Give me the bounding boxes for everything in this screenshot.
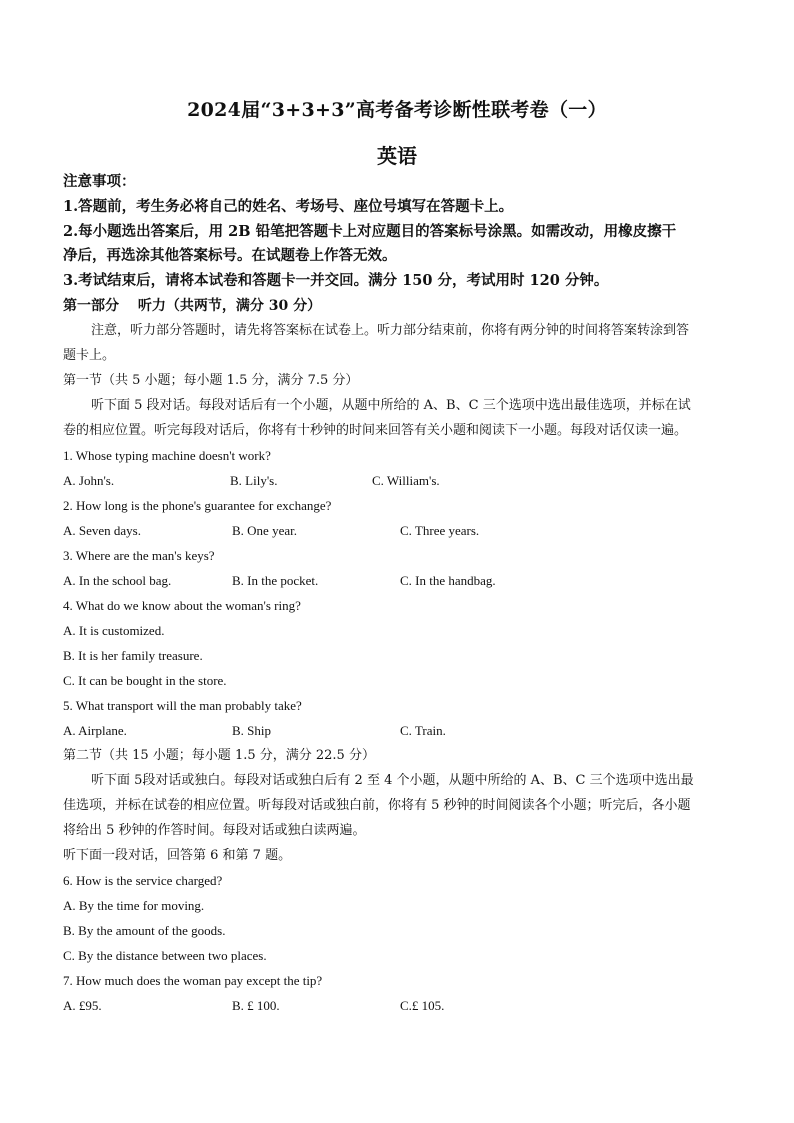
q5-option-a: A. Airplane. [63,723,127,738]
q7-option-a: A. £95. [63,998,102,1013]
dialog-intro: 听下面一段对话，回答第 6 和第 7 题。 [63,848,292,863]
notice-item-1: 1.答题前，考生务必将自己的姓名、考场号、座位号填写在答题卡上。 [63,198,514,215]
q6-option-a: A. By the time for moving. [63,898,205,913]
q6-option-c: C. By the distance between two places. [63,948,267,963]
q3-option-b: B. In the pocket. [232,573,319,588]
q2-option-b: B. One year. [232,523,297,538]
section2-intro-line-3: 将给出 5 秒钟的作答时间。每段对话或独白读两遍。 [63,823,366,838]
question-6: 6. How is the service charged? [63,873,223,888]
q2-option-a: A. Seven days. [63,523,141,538]
question-3: 3. Where are the man's keys? [63,548,215,563]
section2-heading: 第二节（共 15 小题；每小题 1.5 分，满分 22.5 分） [63,748,375,763]
question-4: 4. What do we know about the woman's ring? [63,598,301,613]
notice-item-2-line-2: 净后，再选涂其他答案标号。在试题卷上作答无效。 [63,247,397,264]
q7-option-c: C.£ 105. [400,998,445,1013]
q1-option-b: B. Lily's. [230,473,278,488]
exam-title: 2024届“3+3+3”高考备考诊断性联考卷（一） [187,99,607,121]
q4-option-b: B. It is her family treasure. [63,648,203,663]
notice-item-3: 3.考试结束后，请将本试卷和答题卡一并交回。满分 150 分，考试用时 120 分钟。 [63,272,609,289]
notice-item-2-line-1: 2.每小题选出答案后，用 2B 铅笔把答题卡上对应题目的答案标号涂黑。如需改动，用橡皮擦干 [63,223,677,240]
section2-intro-line-1: 听下面 5段对话或独白。每段对话或独白后有 2 至 4 个小题，从题中所给的 A、B、C 三个选项中选出最 [91,773,694,788]
q5-option-b: B. Ship [232,723,272,738]
q7-option-b: B. £ 100. [232,998,280,1013]
section1-intro-line-1: 听下面 5 段对话。每段对话后有一个小题，从题中所给的 A、B、C 三个选项中选出最佳选项，并标在试 [91,398,691,413]
subject-title: 英语 [377,144,417,168]
q2-option-c: C. Three years. [400,523,480,538]
q3-option-a: A. In the school bag. [63,573,172,588]
q4-option-c: C. It can be bought in the store. [63,673,227,688]
q4-option-a: A. It is customized. [63,623,165,638]
q1-option-c: C. William's. [372,473,440,488]
section1-heading: 第一节（共 5 小题；每小题 1.5 分，满分 7.5 分） [63,373,359,388]
section2-intro-line-2: 佳选项，并标在试卷的相应位置。听每段对话或独白前，你将有 5 秒钟的时间阅读各个小题；听完后，各小题 [63,798,691,813]
question-7: 7. How much does the woman pay except the tip? [63,973,323,988]
section1-intro-line-2: 卷的相应位置。听完每段对话后，你将有十秒钟的时间来回答有关小题和阅读下一小题。每段对话仅读一遍。 [63,423,688,438]
q3-option-c: C. In the handbag. [400,573,496,588]
q6-option-b: B. By the amount of the goods. [63,923,226,938]
q1-option-a: A. John's. [63,473,115,488]
part1-intro-line-2: 题卡上。 [63,348,116,363]
part1-intro-line-1: 注意，听力部分答题时，请先将答案标在试卷上。听力部分结束前，你将有两分钟的时间将答案转涂到答 [91,323,690,338]
part1-heading: 第一部分 听力（共两节，满分 30 分） [63,298,322,314]
question-1: 1. Whose typing machine doesn't work? [63,448,271,463]
notice-heading: 注意事项： [63,173,136,190]
q5-option-c: C. Train. [400,723,446,738]
question-5: 5. What transport will the man probably take? [63,698,302,713]
question-2: 2. How long is the phone's guarantee for exchange? [63,498,332,513]
